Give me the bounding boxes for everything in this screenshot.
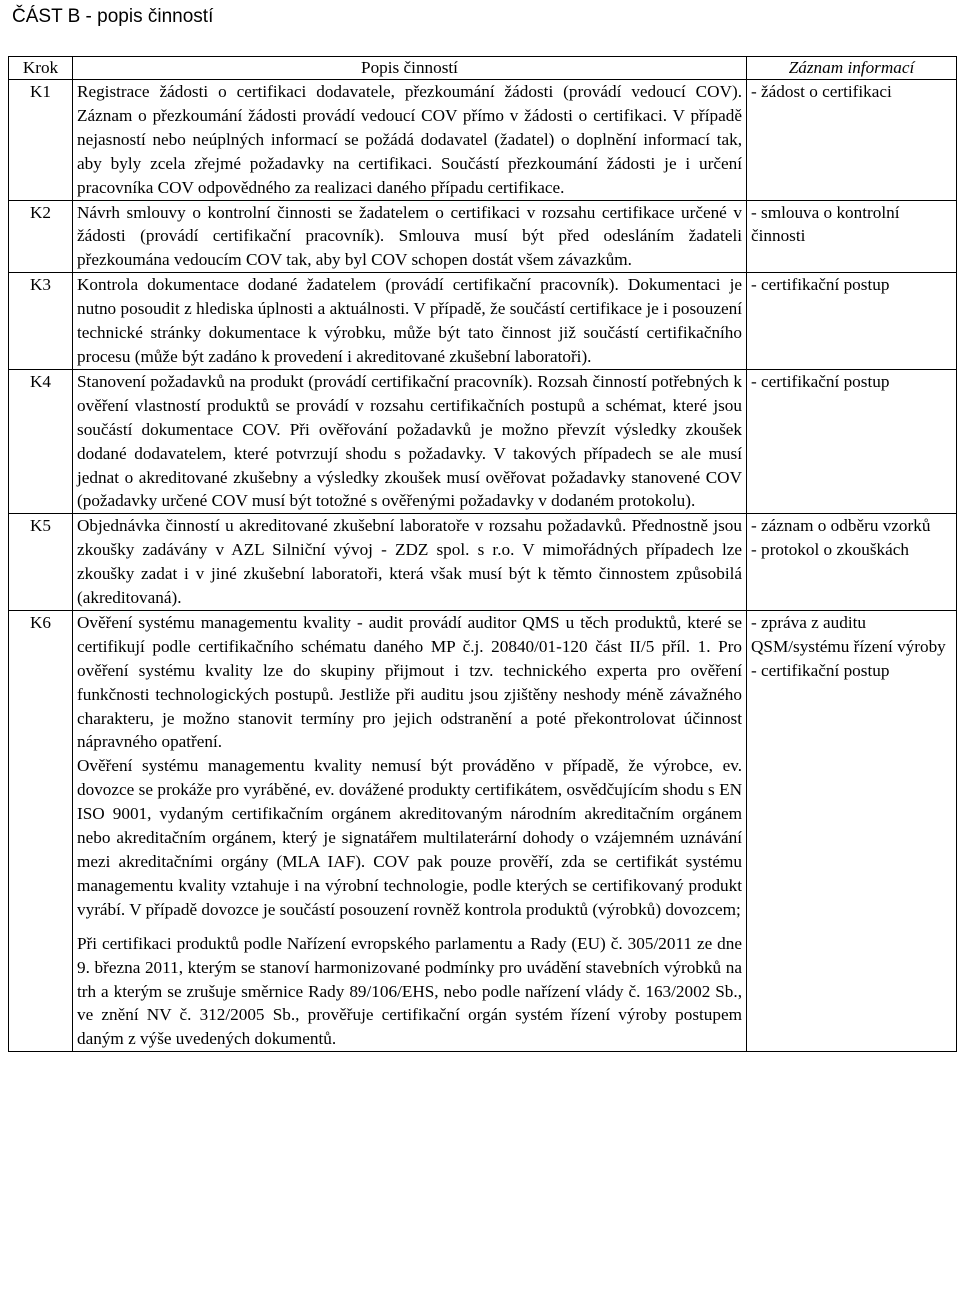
- table-row: [9, 514, 957, 611]
- record-cell: [747, 369, 957, 513]
- table-row: [9, 369, 957, 513]
- record-item: - certifikační postup: [751, 371, 890, 391]
- description-paragraph: Registrace žádosti o certifikaci dodavatele, přezkoumání žádosti (provádí vedoucí COV). Záznam o přezkoumání žádosti provádí vedoucí COV přímo v žádosti o certifikaci. V případě nejasností nebo neúplných informací se požádá dodavatel (žadatel) o doplnění informací tak, aby byly zcela zřejmé požadavky na certifikaci. Součástí přezkoumání žádosti je i určení pracovníka COV odpovědného za realizaci daného případu certifikace.: [77, 82, 742, 197]
- step-cell: K3: [9, 273, 73, 370]
- record-cell: [747, 514, 957, 611]
- column-header-step: Krok: [9, 57, 73, 80]
- description-paragraph: Kontrola dokumentace dodané žadatelem (provádí certifikační pracovník). Dokumentaci je nutno posoudit z hlediska úplnosti a aktuálnosti. V případě, že součástí certifikace je i posouzení technické stránky dokumentace k výrobku, může být tato činnost již součástí certifikačního procesu (může být zadáno k provedení i akreditované zkušební laboratoři).: [77, 275, 742, 366]
- record-item: - žádost o certifikaci: [751, 82, 892, 101]
- table-header-row: [9, 57, 957, 80]
- table-row: [9, 80, 957, 201]
- description-cell: [73, 514, 747, 611]
- step-cell: K5: [9, 514, 73, 611]
- record-cell: [747, 273, 957, 370]
- description-paragraph: Objednávka činností u akreditované zkušební laboratoře v rozsahu požadavků. Přednostně jsou zkoušky zadávány v AZL Silniční vývoj - ZDZ spol. s r.o. V mimořádných případech lze zkoušky zadat i v jiné zkušební laboratoři, která však musí být k těmto činnostem způsobilá (akreditovaná).: [77, 516, 742, 608]
- record-cell: [747, 80, 957, 201]
- description-paragraph: Návrh smlouvy o kontrolní činnosti se žadatelem o certifikaci v rozsahu certifikace určené v žádosti (provádí certifikační pracovník). Smlouva musí být před odesláním žadateli přezkoumána vedoucím COV tak, aby byl COV schopen dostát všem závazkům.: [77, 202, 742, 270]
- column-header-description: Popis činností: [73, 57, 747, 80]
- step-cell: K1: [9, 80, 73, 201]
- description-cell: [73, 610, 747, 1051]
- step-cell: K4: [9, 369, 73, 513]
- table-body: [9, 80, 957, 1052]
- record-cell: [747, 610, 957, 1051]
- description-paragraph: Ověření systému managementu kvality - audit provádí auditor QMS u těch produktů, které se certifikují podle certifikačního schématu daného MP č.j. 20840/01-120 část II/5 příl. 1. Pro ověření systému kvality lze do skupiny přijmout i tzv. technického experta pro ověření funkčnosti technologických postupů. Jestliže při auditu jsou zjištěny neshody méně závažného charakteru, je možno stanovit termíny pro jejich odstranění a poté překontrolovat účinnost nápravného opatření.: [77, 612, 742, 752]
- activities-table: [8, 56, 957, 1052]
- description-cell: [73, 369, 747, 513]
- record-item: - záznam o odběru vzorků: [751, 516, 931, 536]
- record-item: - protokol o zkouškách: [751, 540, 909, 560]
- record-cell: [747, 200, 957, 273]
- step-cell: K6: [9, 610, 73, 1051]
- record-item: - certifikační postup: [751, 660, 890, 680]
- description-cell: [73, 200, 747, 273]
- record-item: - certifikační postup: [751, 275, 890, 295]
- table-row: [9, 610, 957, 1051]
- step-cell: K2: [9, 200, 73, 273]
- description-paragraph: Ověření systému managementu kvality nemusí být prováděno v případě, že výrobce, ev. dovozce se prokáže pro vyráběné, ev. dovážené produkty certifikátem, osvědčujícím shodu s EN ISO 9001, vydaným certifikačním orgánem akreditovaným národním akreditačním orgánem nebo akreditačním orgánem, který je signatářem multilaterární dohody o vzájemném uznávání mezi akreditačními orgány (MLA IAF). COV pak pouze prověří, zda se certifikát systému managementu kvality vztahuje i na výrobní technologie, podle kterých se certifikovaný produkt vyrábí. V případě dovozce je součástí posouzení rovněž kontrola produktů (výrobků) dovozcem;: [77, 756, 742, 919]
- table-row: [9, 200, 957, 273]
- record-item: - smlouva o kontrolní činnosti: [751, 202, 900, 246]
- column-header-record: Záznam informací: [747, 57, 957, 80]
- record-item: - zpráva z auditu QSM/systému řízení výroby: [751, 612, 946, 656]
- description-cell: [73, 80, 747, 201]
- description-paragraph: Při certifikaci produktů podle Nařízení evropského parlamentu a Rady (EU) č. 305/2011 ze dne 9. března 2011, kterým se stanoví harmonizované podmínky pro uvádění stavebních výrobků na trh a kterým se zrušuje směrnice Rady 89/106/EHS, nebo podle nařízení vlády č. 163/2002 Sb., ve znění NV č. 312/2005 Sb., prověřuje certifikační orgán systém řízení výroby postupem daným z výše uvedených dokumentů.: [77, 933, 742, 1049]
- table-row: [9, 273, 957, 370]
- description-paragraph: Stanovení požadavků na produkt (provádí certifikační pracovník). Rozsah činností potřebných k ověření vlastností produktů se provádí v rozsahu certifikačních postupů a schémat, které jsou součástí dokumentace COV. Při ověřování požadavků je možno převzít výsledky zkoušek dodané dodavatelem, které potvrzují shodu s požadavky. V takových případech se ale musí jednat o akreditované zkušebny a výsledky zkoušek musí ověřovat požadavky stanovené COV (požadavky určené COV musí být totožné s ověřenými požadavky v dodaném protokolu).: [77, 371, 742, 511]
- description-cell: [73, 273, 747, 370]
- page-title: ČÁST B - popis činností: [12, 6, 214, 27]
